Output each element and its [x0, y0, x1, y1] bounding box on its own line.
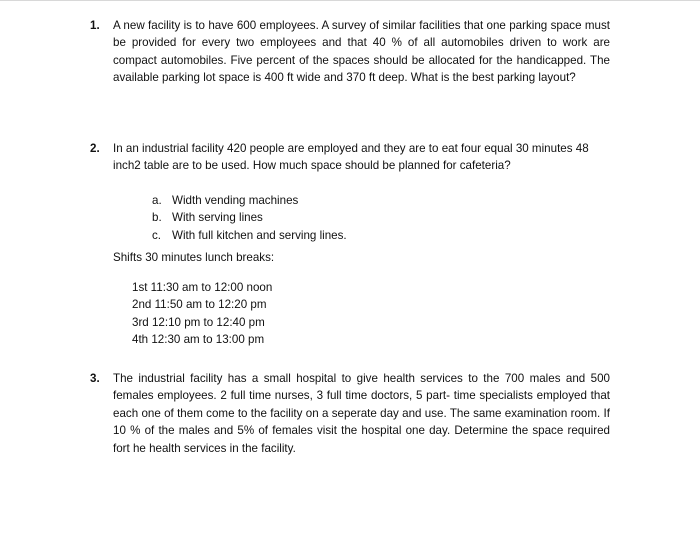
shift-2: 2nd 11:50 am to 12:20 pm — [132, 298, 267, 312]
option-c: c. With full kitchen and serving lines. — [152, 228, 347, 242]
question-3-number: 3. — [90, 372, 100, 385]
shifts-title: Shifts 30 minutes lunch breaks: — [113, 251, 275, 264]
question-2-options — [152, 192, 347, 244]
question-1-number: 1. — [90, 19, 100, 32]
question-3 — [90, 370, 610, 457]
question-1 — [90, 17, 610, 87]
question-1-text: A new facility is to have 600 employees. A survey of similar facilities that one parking space must be provided for every two employees and that 40 % of all automobiles driven to work are compact automobiles. Five percent of the spaces should be allocated for the handicapped. The available parking lot space is 400 ft wide and 370 ft deep. What is the best parking layout? — [113, 19, 610, 85]
shift-1: 1st 11:30 am to 12:00 noon — [132, 281, 273, 294]
option-a: a. Width vending machines — [152, 194, 299, 207]
shifts-list — [132, 279, 272, 349]
shift-4: 4th 12:30 am to 13:00 pm — [132, 333, 265, 347]
shift-3: 3rd 12:10 pm to 12:40 pm — [132, 315, 265, 329]
question-2-text: In an industrial facility 420 people are employed and they are to eat four equal 30 minutes 48 inch2 table are to be used. How much space should be planned for cafeteria? — [113, 142, 589, 173]
question-2 — [90, 140, 610, 175]
question-3-text: The industrial facility has a small hospital to give health services to the 700 males and 500 females employees. 2 full time nurses, 3 full time doctors, 5 part- time specialists employed that each one of them come to the facility on a seperate day and use. The same examination room. If 10 % of the males and 5% of females visit the hospital one day. Determine the space required fort he health services in the facility. — [113, 372, 610, 455]
question-2-number: 2. — [90, 142, 100, 155]
option-b: b. With serving lines — [152, 211, 263, 225]
page-top-divider — [0, 0, 700, 1]
